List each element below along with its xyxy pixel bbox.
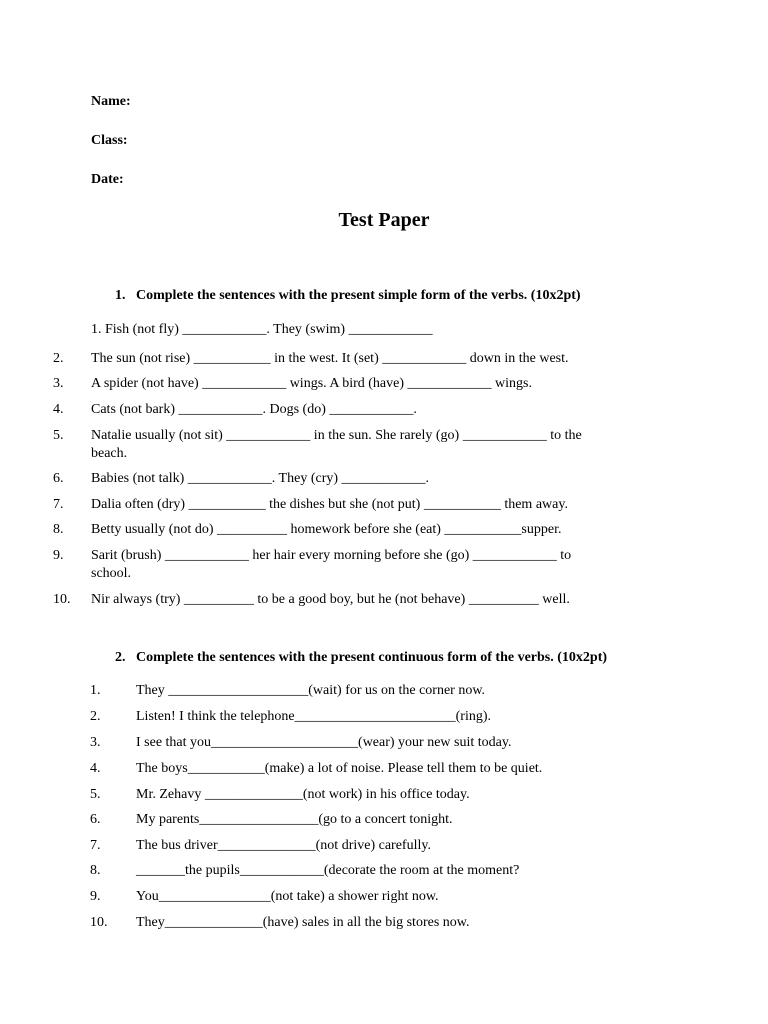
item-number: 8.	[53, 522, 64, 537]
section2-heading-text: Complete the sentences with the present continuous form of the verbs. (10x2pt)	[136, 650, 608, 665]
item-number: 5.	[53, 428, 64, 443]
item-text: Natalie usually (not sit) ____________ in the sun. She rarely (go) ____________ to the beach.	[91, 428, 582, 461]
item-text: Babies (not talk) ____________. They (cry) ____________.	[91, 471, 430, 486]
section1-heading	[115, 288, 581, 304]
item-text: 1. Fish (not fly) ____________. They (swim) ____________	[91, 322, 433, 337]
item-number: 2.	[90, 709, 101, 724]
item-text: Betty usually (not do) __________ homework before she (eat) ___________supper.	[91, 522, 562, 537]
item-text: Mr. Zehavy ______________(not work) in his office today.	[136, 787, 470, 802]
item-text: They ____________________(wait) for us on the corner now.	[136, 683, 486, 698]
item-number: 8.	[90, 863, 101, 878]
item-number: 6.	[53, 471, 64, 486]
item-number: 10.	[90, 915, 108, 930]
item-text: My parents_________________(go to a concert tonight.	[136, 812, 453, 827]
item-number: 10.	[53, 592, 71, 607]
item-text: The boys___________(make) a lot of noise. Please tell them to be quiet.	[136, 761, 543, 776]
item-text: They______________(have) sales in all the big stores now.	[136, 915, 470, 930]
section1-number: 1.	[115, 288, 126, 303]
item-number: 9.	[53, 548, 64, 563]
item-text: The bus driver______________(not drive) carefully.	[136, 838, 431, 853]
item-text: Dalia often (dry) ___________ the dishes but she (not put) ___________ them away.	[91, 497, 568, 512]
item-number: 7.	[90, 838, 101, 853]
item-text: Cats (not bark) ____________. Dogs (do) ____________.	[91, 402, 417, 417]
item-text: Sarit (brush) ____________ her hair every morning before she (go) ____________ to school.	[91, 548, 572, 581]
item-number: 1.	[90, 683, 101, 698]
name-label: Name:	[91, 94, 131, 109]
item-text: I see that you_____________________(wear) your new suit today.	[136, 735, 512, 750]
section1-heading-text: Complete the sentences with the present simple form of the verbs. (10x2pt)	[136, 288, 581, 303]
item-text: A spider (not have) ____________ wings. A bird (have) ____________ wings.	[91, 376, 532, 391]
item-number: 2.	[53, 351, 64, 366]
item-number: 9.	[90, 889, 101, 904]
item-text: You________________(not take) a shower right now.	[136, 889, 439, 904]
section2-number: 2.	[115, 650, 126, 665]
date-label: Date:	[91, 172, 124, 187]
section2-heading	[115, 650, 607, 666]
item-number: 7.	[53, 497, 64, 512]
item-number: 6.	[90, 812, 101, 827]
item-text: Listen! I think the telephone_______________________(ring).	[136, 709, 491, 724]
item-number: 3.	[53, 376, 64, 391]
item-text: Nir always (try) __________ to be a good boy, but he (not behave) __________ well.	[91, 592, 570, 607]
item-number: 3.	[90, 735, 101, 750]
class-label: Class:	[91, 133, 128, 148]
item-number: 4.	[53, 402, 64, 417]
item-text: The sun (not rise) ___________ in the west. It (set) ____________ down in the west.	[91, 351, 569, 366]
item-number: 5.	[90, 787, 101, 802]
item-text: _______the pupils____________(decorate the room at the moment?	[136, 863, 520, 878]
item-number: 4.	[90, 761, 101, 776]
page-title: Test Paper	[338, 209, 430, 231]
